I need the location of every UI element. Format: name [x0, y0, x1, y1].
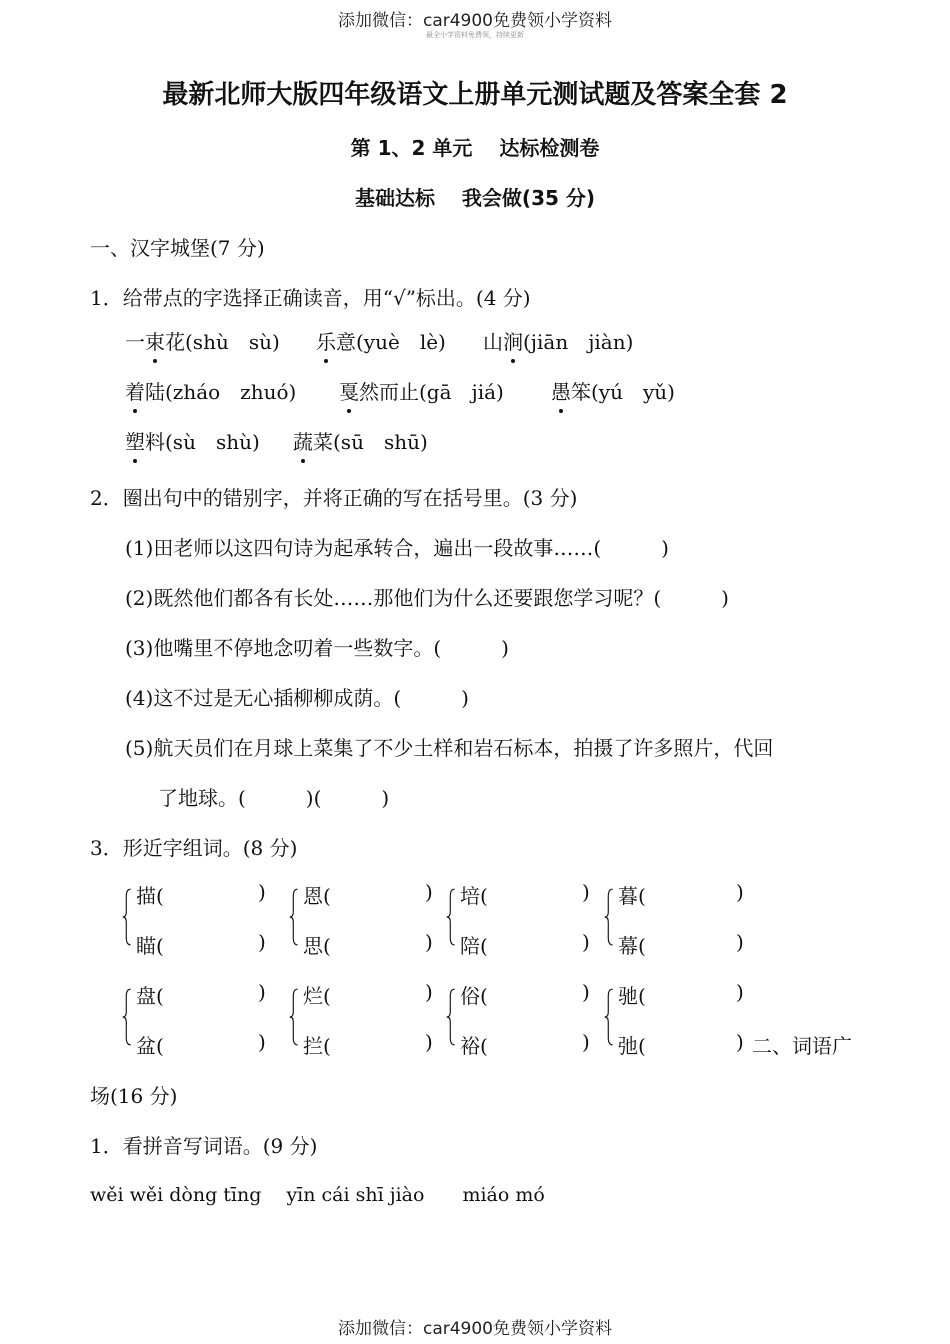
q3-pair-2	[289, 872, 439, 962]
q3-pair-1	[122, 872, 272, 962]
q3-close: )	[582, 880, 590, 904]
section-title: 基础达标 我会做(35 分)	[354, 186, 596, 210]
q3-word-bottom: 弛(	[618, 1034, 646, 1058]
q3-close: )	[258, 930, 266, 954]
q1-row1	[125, 326, 280, 355]
q3-word-top: 恩(	[303, 884, 331, 908]
q3-close: )	[736, 980, 744, 1004]
q1-item: 着陆(zháo zhuó)	[125, 380, 296, 404]
q4-prompt: 1．看拼音写词语。(9 分)	[90, 1134, 318, 1158]
q3-word-top: 俗(	[460, 984, 488, 1008]
header-watermark-sub: 最全小学资料免费领，持续更新	[426, 31, 524, 39]
part2-heading-cont: 场(16 分)	[90, 1084, 178, 1108]
q3-word-top: 盘(	[136, 984, 164, 1008]
q2-item-5: (5)航天员们在月球上菜集了不少土样和岩石标本，拍摄了许多照片，代回	[125, 736, 774, 760]
q3-word-bottom: 盆(	[136, 1034, 164, 1058]
q1-item: 塑料(sù shù)	[125, 430, 260, 454]
q2-item-3: (3)他嘴里不停地念叨着一些数字。( )	[125, 636, 509, 660]
q1-row1-b	[316, 326, 446, 355]
q3-pair-3	[446, 872, 596, 962]
q1-row2-c	[551, 376, 675, 405]
q3-word-top: 培(	[460, 884, 488, 908]
page-title: 最新北师大版四年级语文上册单元测试题及答案全套 2	[162, 80, 788, 110]
q3-word-bottom: 陪(	[460, 934, 488, 958]
q3-close: )	[736, 930, 744, 954]
q3-close: )	[736, 880, 744, 904]
q3-pair-7	[446, 972, 596, 1062]
q3-word-top: 烂(	[303, 984, 331, 1008]
q2-item-4: (4)这不过是无心插柳柳成荫。( )	[125, 686, 469, 710]
q4-pinyin: wěi wěi dòng tīng yīn cái shī jiào miáo mó	[90, 1184, 545, 1206]
q3-close: )	[425, 1030, 433, 1054]
q1-row2	[125, 376, 296, 405]
part1-heading: 一、汉字城堡(7 分)	[90, 236, 265, 260]
q3-word-top: 暮(	[618, 884, 646, 908]
q3-word-bottom: 拦(	[303, 1034, 331, 1058]
q3-close: )	[736, 1030, 744, 1054]
q3-pair-5	[122, 972, 272, 1062]
q1-item: 乐意(yuè lè)	[316, 330, 446, 354]
header-watermark: 添加微信：car4900免费领小学资料	[337, 11, 613, 31]
q1-item: 戛然而止(gā jiá)	[339, 380, 504, 404]
footer-watermark: 添加微信：car4900免费领小学资料	[337, 1319, 613, 1339]
part2-heading: 二、词语广	[752, 1034, 852, 1058]
q3-pair-8	[604, 972, 754, 1062]
unit-title: 第 1、2 单元 达标检测卷	[350, 136, 600, 160]
q3-word-top: 驰(	[618, 984, 646, 1008]
q3-close: )	[258, 980, 266, 1004]
q3-pair-6	[289, 972, 439, 1062]
q1-item: 愚笨(yú yǔ)	[551, 380, 675, 404]
q3-close: )	[582, 1030, 590, 1054]
q1-row3	[125, 426, 260, 455]
q1-item: 蔬菜(sū shū)	[293, 430, 428, 454]
q3-prompt: 3．形近字组词。(8 分)	[90, 836, 298, 860]
q1-row2-b	[339, 376, 504, 405]
q3-word-bottom: 幕(	[618, 934, 646, 958]
q3-pair-4	[604, 872, 754, 962]
q3-close: )	[425, 980, 433, 1004]
q3-word-bottom: 裕(	[460, 1034, 488, 1058]
q1-row3-b	[293, 426, 428, 455]
q3-word-bottom: 思(	[303, 934, 331, 958]
q3-close: )	[258, 1030, 266, 1054]
q3-close: )	[425, 880, 433, 904]
q2-item-5-cont: 了地球。( )( )	[158, 786, 390, 810]
q3-close: )	[425, 930, 433, 954]
q2-item-1: (1)田老师以这四句诗为起承转合，遍出一段故事……( )	[125, 536, 669, 560]
q3-word-top: 描(	[136, 884, 164, 908]
q2-item-2: (2)既然他们都各有长处……那他们为什么还要跟您学习呢？( )	[125, 586, 729, 610]
q1-item: 山涧(jiān jiàn)	[483, 330, 633, 354]
q2-prompt: 2．圈出句中的错别字，并将正确的写在括号里。(3 分)	[90, 486, 578, 510]
q1-item: 一束花(shù sù)	[125, 330, 280, 354]
q3-close: )	[582, 930, 590, 954]
q1-prompt: 1．给带点的字选择正确读音，用“√”标出。(4 分)	[90, 286, 531, 310]
q3-close: )	[258, 880, 266, 904]
q3-close: )	[582, 980, 590, 1004]
q1-row1-c	[483, 326, 633, 355]
q3-word-bottom: 瞄(	[136, 934, 164, 958]
